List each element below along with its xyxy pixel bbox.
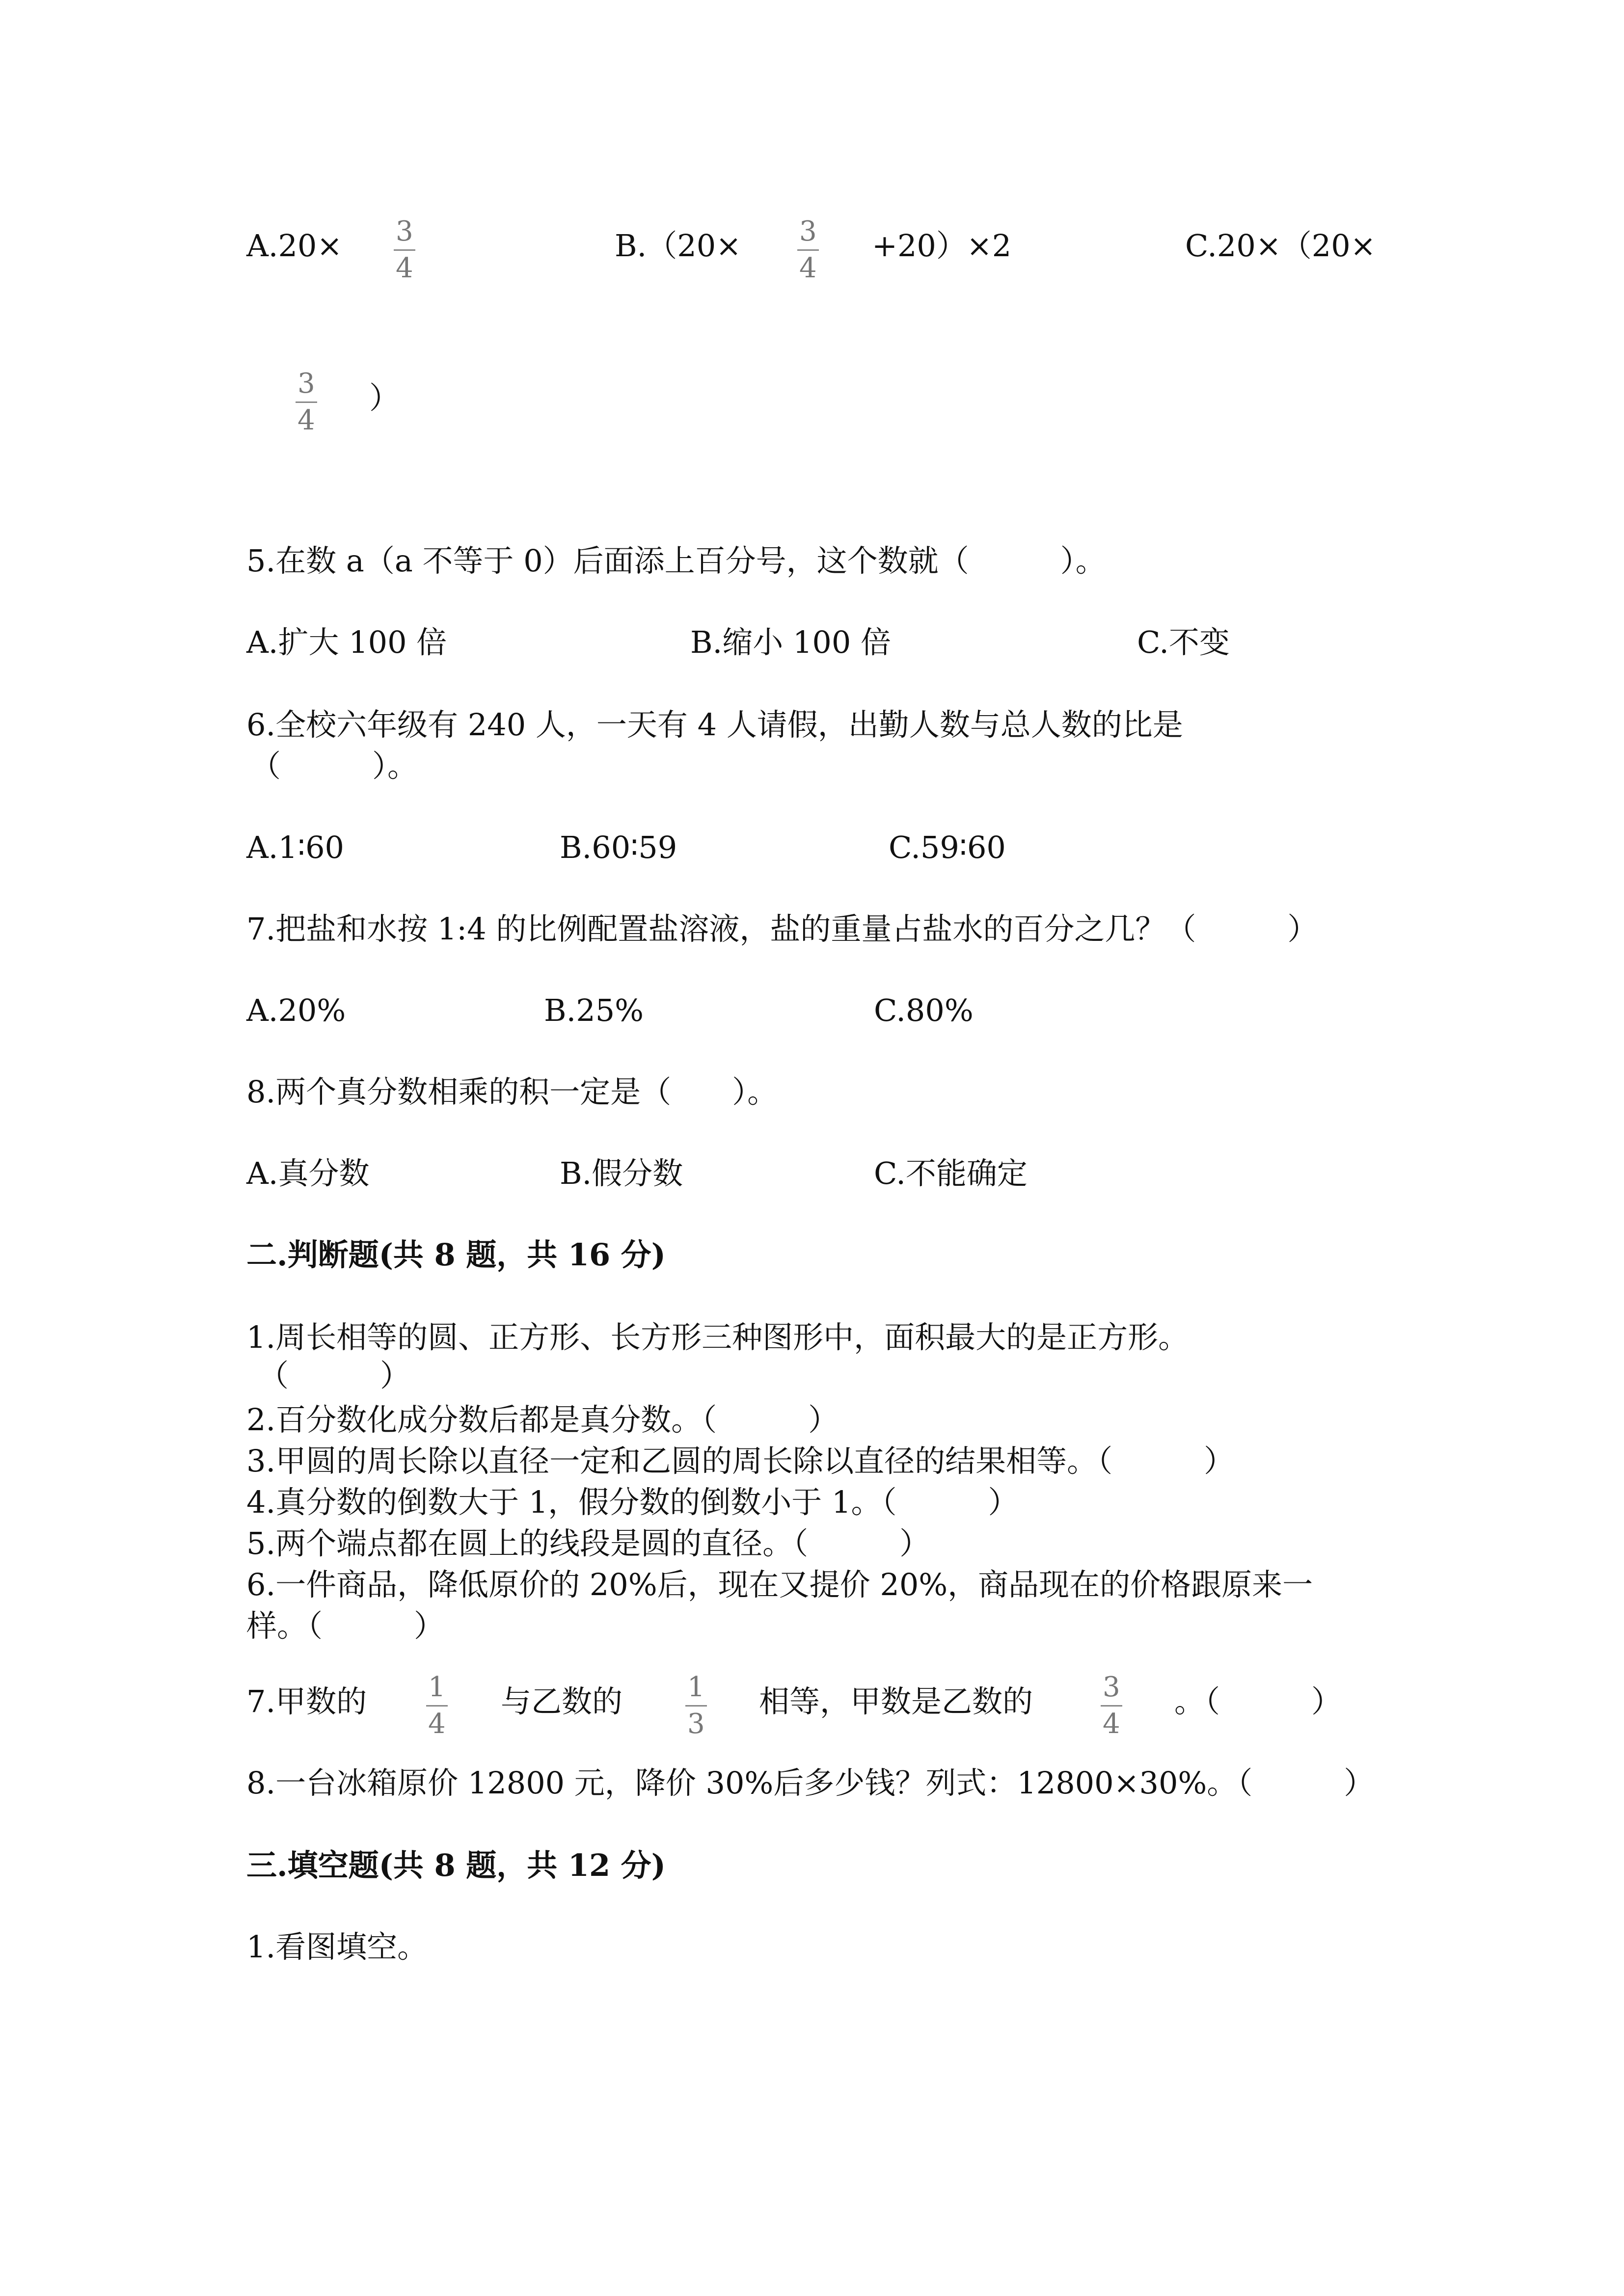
q7-option-c: C.80% xyxy=(874,992,974,1028)
fraction-denominator: 4 xyxy=(1103,1708,1120,1740)
q4-option-a-fraction xyxy=(393,215,416,284)
q4-option-b-fraction xyxy=(796,215,820,284)
q5-option-a: A.扩大 100 倍 xyxy=(246,624,447,660)
judge-item-1-line1: 1.周长相等的圆、正方形、长方形三种图形中，面积最大的是正方形。 xyxy=(246,1319,1189,1355)
judge-item-7-part4: 。（ ） xyxy=(1174,1683,1342,1719)
q6-text-line1: 6.全校六年级有 240 人，一天有 4 人请假，出勤人数与总人数的比是 xyxy=(246,707,1183,743)
section-2-title: 二.判断题(共 8 题，共 16 分) xyxy=(246,1237,666,1273)
judge-item-7-part3: 相等，甲数是乙数的 xyxy=(759,1683,1033,1719)
q5-text: 5.在数 a（a 不等于 0）后面添上百分号，这个数就（ ）。 xyxy=(246,543,1106,579)
section-3-title: 三.填空题(共 8 题，共 12 分) xyxy=(246,1847,666,1883)
fill-item-1: 1.看图填空。 xyxy=(246,1929,428,1965)
judge-item-4: 4.真分数的倒数大于 1，假分数的倒数小于 1。（ ） xyxy=(246,1484,1019,1520)
q4-option-c-suffix: ） xyxy=(369,380,400,416)
fraction-denominator: 4 xyxy=(298,404,315,436)
fraction-numerator: 1 xyxy=(428,1671,446,1703)
q4-option-c-prefix: C.20×（20× xyxy=(1185,228,1376,264)
fraction-numerator: 3 xyxy=(1103,1671,1120,1703)
fraction-denominator: 4 xyxy=(428,1708,446,1740)
judge-item-8: 8.一台冰箱原价 12800 元，降价 30%后多少钱？列式：12800×30%。（ ） xyxy=(246,1765,1375,1801)
fraction-numerator: 3 xyxy=(396,215,413,247)
judge-item-7-fraction-1 xyxy=(425,1671,449,1740)
judge-item-7-fraction-2 xyxy=(684,1671,708,1740)
judge-item-6-line2: 样。（ ） xyxy=(246,1608,445,1644)
q8-option-a: A.真分数 xyxy=(246,1155,370,1191)
q6-option-b: B.60∶59 xyxy=(560,829,677,865)
q7-option-a: A.20% xyxy=(246,992,346,1028)
fraction-denominator: 4 xyxy=(396,252,413,284)
q6-option-a: A.1∶60 xyxy=(246,829,344,865)
judge-item-5: 5.两个端点都在圆上的线段是圆的直径。（ ） xyxy=(246,1525,930,1561)
q8-option-b: B.假分数 xyxy=(560,1155,683,1191)
q6-option-c: C.59∶60 xyxy=(889,829,1006,865)
q8-text: 8.两个真分数相乘的积一定是（ ）。 xyxy=(246,1074,778,1110)
q5-option-c: C.不变 xyxy=(1137,624,1230,660)
q4-option-b-suffix: +20）×2 xyxy=(872,228,1012,264)
q6-text-line2: （ ）。 xyxy=(250,748,418,784)
fraction-numerator: 3 xyxy=(298,368,315,400)
q7-option-b: B.25% xyxy=(544,992,644,1028)
judge-item-3: 3.甲圆的周长除以直径一定和乙圆的周长除以直径的结果相等。（ ） xyxy=(246,1443,1235,1479)
judge-item-7-fraction-3 xyxy=(1100,1671,1123,1740)
q4-option-a-prefix: A.20× xyxy=(246,228,343,264)
fraction-denominator: 3 xyxy=(687,1708,705,1740)
judge-item-7-part2: 与乙数的 xyxy=(501,1683,623,1719)
fraction-denominator: 4 xyxy=(799,252,817,284)
judge-item-6-line1: 6.一件商品，降低原价的 20%后，现在又提价 20%，商品现在的价格跟原来一 xyxy=(246,1567,1313,1602)
judge-item-7-part1: 7.甲数的 xyxy=(246,1683,367,1719)
q8-option-c: C.不能确定 xyxy=(874,1155,1028,1191)
judge-item-2: 2.百分数化成分数后都是真分数。（ ） xyxy=(246,1402,839,1438)
fraction-numerator: 1 xyxy=(687,1671,705,1703)
q4-option-b-prefix: B.（20× xyxy=(615,228,742,264)
judge-item-1-line2: （ ） xyxy=(258,1358,411,1393)
fraction-numerator: 3 xyxy=(799,215,817,247)
q4-option-c-fraction xyxy=(295,370,318,434)
q5-option-b: B.缩小 100 倍 xyxy=(690,624,892,660)
q7-text: 7.把盐和水按 1:4 的比例配置盐溶液，盐的重量占盐水的百分之几？（ ） xyxy=(246,911,1318,947)
